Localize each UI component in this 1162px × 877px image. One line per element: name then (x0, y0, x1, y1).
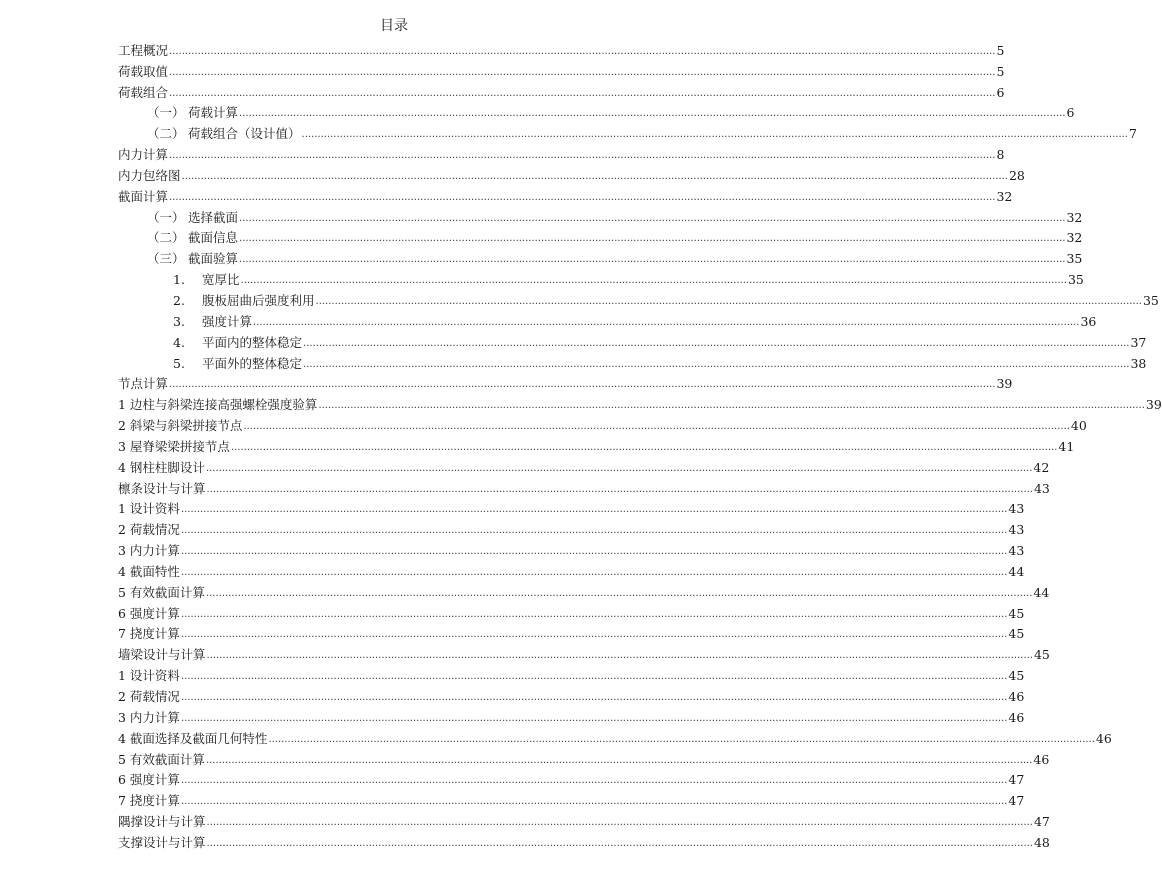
toc-leader-dots: .................................................................................................................................................................................................................................................................... (205, 754, 1033, 766)
toc-entry-label (118, 314, 252, 330)
toc-leader-dots: .................................................................................................................................................................................................................................................................... (169, 379, 996, 391)
toc-entry-label (118, 397, 317, 413)
toc-entry[interactable] (118, 455, 1050, 476)
toc-leader-dots: .................................................................................................................................................................................................................................................................... (180, 712, 1008, 724)
toc-entry-text: 4 截面特性 (118, 563, 180, 579)
toc-leader-dots: .................................................................................................................................................................................................................................................................... (181, 170, 1008, 182)
toc-entry-text: 荷载组合 (118, 84, 169, 100)
toc-entry-label (118, 251, 238, 267)
toc-entry[interactable] (118, 372, 1013, 393)
toc-entry-number: （三） (147, 251, 185, 267)
toc-leader-dots: .................................................................................................................................................................................................................................................................... (240, 275, 1067, 287)
toc-entry-label (118, 647, 206, 663)
toc-entry-label (118, 439, 230, 455)
toc-entry-label (118, 585, 205, 601)
toc-leader-dots: .................................................................................................................................................................................................................................................................... (315, 295, 1142, 307)
toc-entry-label (118, 43, 168, 59)
toc-entry[interactable] (118, 809, 1050, 830)
toc-entry[interactable] (118, 726, 1112, 747)
toc-entry[interactable] (118, 768, 1025, 789)
toc-entry[interactable] (118, 205, 1083, 226)
toc-entry-text: 5 有效截面计算 (118, 751, 205, 767)
toc-entry[interactable] (118, 601, 1025, 622)
toc-entry-number: 2. (173, 292, 185, 308)
toc-entry-text: 2 荷载情况 (118, 689, 180, 704)
toc-page-number: 37 (1130, 334, 1147, 350)
toc-entry-text: 3 内力计算 (118, 709, 180, 725)
toc-entry-text: 6 强度计算 (118, 605, 180, 621)
toc-entry-text: 6 强度计算 (118, 772, 180, 788)
toc-leader-dots: .................................................................................................................................................................................................................................................................... (239, 212, 1066, 224)
toc-entry-label (118, 126, 301, 142)
toc-leader-dots: .................................................................................................................................................................................................................................................................... (205, 462, 1033, 474)
toc-entry-label (118, 230, 238, 246)
toc-entry-label (118, 543, 180, 559)
toc-entry-label (118, 356, 302, 372)
toc-entry[interactable] (118, 351, 1147, 372)
toc-leader-dots: .................................................................................................................................................................................................................................................................... (253, 316, 1080, 328)
toc-entry-text: 荷载计算 (188, 105, 239, 121)
toc-entry-text: 荷载组合（设计值） (188, 126, 301, 142)
toc-entry-text: 荷载取值 (118, 63, 169, 79)
toc-entry-text: 3 屋脊梁梁拼接节点 (118, 438, 230, 454)
toc-page-number: 45 (1008, 668, 1025, 684)
toc-leader-dots: .................................................................................................................................................................................................................................................................... (303, 358, 1130, 370)
toc-entry-label (118, 460, 205, 476)
toc-entry[interactable] (118, 517, 1025, 538)
toc-page-number: 8 (996, 147, 1005, 163)
toc-leader-dots: .................................................................................................................................................................................................................................................................... (239, 233, 1066, 245)
toc-leader-dots: .................................................................................................................................................................................................................................................................... (205, 587, 1033, 599)
toc-entry-label (118, 272, 240, 288)
toc-entry-label (118, 293, 315, 309)
toc-entry-label (118, 793, 180, 809)
toc-entry-text: 1 设计资料 (118, 668, 180, 684)
toc-entry-number: （一） (147, 105, 185, 121)
toc-entry[interactable] (118, 705, 1025, 726)
toc-page-number: 32 (996, 188, 1013, 204)
toc-entry[interactable] (118, 163, 1025, 184)
toc-entry[interactable] (118, 309, 1097, 330)
toc-page-number: 35 (1066, 251, 1083, 267)
toc-page-number: 35 (1142, 292, 1159, 308)
toc-entry[interactable] (118, 788, 1025, 809)
toc-page-number: 32 (1066, 209, 1083, 225)
toc-entry[interactable] (118, 663, 1025, 684)
toc-leader-dots: .................................................................................................................................................................................................................................................................... (268, 733, 1095, 745)
toc-entry-text: 隅撑设计与计算 (118, 814, 206, 830)
toc-page-number: 7 (1128, 126, 1137, 142)
toc-leader-dots: .................................................................................................................................................................................................................................................................... (318, 400, 1145, 412)
toc-page-number: 47 (1033, 814, 1050, 830)
toc-leader-dots: .................................................................................................................................................................................................................................................................... (180, 692, 1008, 703)
toc-entry-text: 3 内力计算 (118, 543, 180, 559)
toc-entry-text: 内力包络图 (118, 167, 181, 183)
toc-leader-dots: .................................................................................................................................................................................................................................................................... (180, 525, 1008, 537)
toc-leader-dots: .................................................................................................................................................................................................................................................................... (180, 671, 1008, 683)
toc-leader-dots: .................................................................................................................................................................................................................................................................... (206, 483, 1033, 495)
toc-entry-label (118, 418, 242, 434)
toc-page-number: 35 (1067, 272, 1084, 288)
toc-entry[interactable] (118, 434, 1075, 455)
toc-leader-dots: .................................................................................................................................................................................................................................................................... (169, 45, 996, 57)
toc-leader-dots: .................................................................................................................................................................................................................................................................... (206, 837, 1033, 849)
toc-entry-number: 1. (173, 272, 185, 288)
toc-entry-text: 5 有效截面计算 (118, 584, 205, 600)
toc-entry-label (118, 481, 206, 497)
toc-page-number: 43 (1033, 480, 1050, 496)
toc-entry-label (118, 147, 168, 163)
toc-entry-text: 1 边柱与斜梁连接高强螺栓强度验算 (118, 397, 318, 413)
toc-page-number: 5 (996, 42, 1005, 58)
toc-entry-text: 平面内的整体稳定 (202, 334, 303, 350)
toc-entry-text: 强度计算 (202, 313, 253, 329)
toc-entry-label (118, 564, 180, 580)
toc-entry-label (118, 189, 168, 205)
toc-page-number: 44 (1008, 563, 1025, 579)
toc-entry-label (118, 105, 238, 121)
toc-entry-label (118, 814, 206, 830)
toc-page-number: 39 (1145, 397, 1162, 413)
toc-entry[interactable] (118, 184, 1013, 205)
toc-leader-dots: .................................................................................................................................................................................................................................................................... (301, 129, 1128, 141)
toc-leader-dots: .................................................................................................................................................................................................................................................................... (230, 441, 1058, 453)
toc-entry[interactable] (118, 246, 1083, 267)
toc-entry[interactable] (118, 684, 1025, 705)
toc-entry-text: 工程概况 (118, 42, 169, 58)
toc-entry[interactable] (118, 59, 1005, 80)
toc-page-number: 5 (996, 63, 1005, 79)
toc-entry-label (118, 626, 180, 642)
toc-page-number: 41 (1058, 438, 1075, 454)
toc-entry-label (118, 606, 180, 622)
toc-entry-text: 内力计算 (118, 147, 169, 163)
toc-page-number: 43 (1008, 501, 1025, 517)
toc-entry-label (118, 752, 205, 768)
toc-entry-number: （一） (147, 209, 185, 225)
toc-entry-label (118, 335, 302, 351)
toc-page-number: 39 (996, 376, 1013, 392)
toc-leader-dots: .................................................................................................................................................................................................................................................................... (169, 87, 996, 99)
toc-page-number: 47 (1008, 793, 1025, 809)
toc-entry[interactable] (118, 121, 1137, 142)
toc-leader-dots: .................................................................................................................................................................................................................................................................... (180, 796, 1008, 808)
toc-entry-text: 檩条设计与计算 (118, 480, 206, 496)
toc-page-number: 36 (1080, 313, 1097, 329)
toc-leader-dots: .................................................................................................................................................................................................................................................................... (239, 108, 1066, 120)
toc-entry-text: 支撑设计与计算 (118, 834, 206, 850)
toc-leader-dots: .................................................................................................................................................................................................................................................................... (303, 337, 1130, 349)
toc-entry-text: 4 截面选择及截面几何特性 (118, 730, 268, 746)
toc-entry[interactable] (118, 101, 1075, 122)
toc-entry-text: 宽厚比 (202, 272, 240, 288)
toc-entry-number: （二） (147, 230, 185, 246)
toc-leader-dots: .................................................................................................................................................................................................................................................................... (239, 254, 1066, 266)
toc-entry[interactable] (118, 288, 1159, 309)
toc-entry-label (118, 168, 181, 184)
toc-page-number: 46 (1008, 709, 1025, 725)
toc-entry[interactable] (118, 330, 1147, 351)
toc-entry[interactable] (118, 642, 1050, 663)
toc-leader-dots: .................................................................................................................................................................................................................................................................... (180, 566, 1008, 578)
toc-entry-text: 2 荷载情况 (118, 522, 180, 538)
toc-entry-label (118, 210, 238, 226)
toc-entry[interactable] (118, 142, 1005, 163)
toc-entry-text: 2 斜梁与斜梁拼接节点 (118, 418, 243, 434)
toc-page-number: 47 (1008, 772, 1025, 788)
toc-entry[interactable] (118, 226, 1083, 247)
toc-page-number: 38 (1130, 355, 1147, 371)
toc-entry-text: 4 钢柱柱脚设计 (118, 459, 205, 475)
toc-leader-dots: .................................................................................................................................................................................................................................................................... (169, 66, 996, 78)
toc-entry-label (118, 689, 180, 705)
toc-leader-dots: .................................................................................................................................................................................................................................................................... (180, 775, 1008, 787)
toc-entry-text: 7 挠度计算 (118, 793, 180, 809)
toc-page-number: 46 (1008, 689, 1025, 704)
toc-entry[interactable] (118, 476, 1050, 497)
toc-page-number: 32 (1066, 230, 1083, 246)
toc-entry-text: 截面计算 (118, 188, 169, 204)
toc-page-number: 44 (1033, 584, 1050, 600)
toc-title: 目录 (380, 18, 408, 34)
toc-page-number: 48 (1033, 834, 1050, 850)
toc-entry-text: 截面验算 (188, 251, 239, 267)
toc-entry-label (118, 501, 180, 517)
toc-entry-label (118, 710, 180, 726)
toc-page-number: 40 (1070, 418, 1087, 434)
toc-leader-dots: .................................................................................................................................................................................................................................................................... (169, 150, 996, 162)
toc-entry-text: 7 挠度计算 (118, 626, 180, 642)
toc-entry[interactable] (118, 497, 1025, 518)
toc-entry[interactable] (118, 38, 1005, 59)
toc-page-number: 6 (996, 84, 1005, 100)
toc-entry-label (118, 64, 168, 80)
toc-entry-text: 选择截面 (188, 209, 239, 225)
toc-entry[interactable] (118, 747, 1050, 768)
toc-page-number: 42 (1033, 459, 1050, 475)
toc-leader-dots: .................................................................................................................................................................................................................................................................... (206, 817, 1033, 829)
toc-entry[interactable] (118, 413, 1087, 434)
toc-entry-number: 3. (173, 313, 185, 329)
toc-leader-dots: .................................................................................................................................................................................................................................................................... (180, 504, 1008, 516)
toc-page-number: 43 (1008, 543, 1025, 559)
toc-entry[interactable] (118, 830, 1050, 851)
toc-leader-dots: .................................................................................................................................................................................................................................................................... (180, 546, 1008, 558)
toc-entry-text: 1 设计资料 (118, 501, 180, 517)
toc-page-number: 45 (1008, 626, 1025, 642)
toc-entry-text: 平面外的整体稳定 (202, 355, 303, 371)
toc-entry-text: 截面信息 (188, 230, 239, 246)
toc-entry-label (118, 835, 206, 851)
toc-entry[interactable] (118, 267, 1084, 288)
toc-entry-text: 节点计算 (118, 376, 169, 392)
toc-entry-number: （二） (147, 126, 185, 142)
toc-page-number: 45 (1008, 605, 1025, 621)
toc-leader-dots: .................................................................................................................................................................................................................................................................... (180, 629, 1008, 641)
toc-entry[interactable] (118, 80, 1005, 101)
toc-entry-text: 墙梁设计与计算 (118, 647, 206, 663)
toc-page-number: 45 (1033, 647, 1050, 663)
toc-leader-dots: .................................................................................................................................................................................................................................................................... (180, 608, 1008, 620)
toc-page-number: 46 (1095, 730, 1112, 746)
toc-leader-dots: .................................................................................................................................................................................................................................................................... (243, 421, 1070, 433)
toc-entry-label (118, 522, 180, 538)
toc-leader-dots: .................................................................................................................................................................................................................................................................... (169, 191, 996, 203)
toc-page-number: 43 (1008, 522, 1025, 538)
toc-page-number: 28 (1008, 167, 1025, 183)
toc-entry[interactable] (118, 538, 1025, 559)
toc-page-number: 46 (1033, 751, 1050, 767)
toc-entry-number: 5. (173, 355, 185, 371)
toc-entry[interactable] (118, 559, 1025, 580)
toc-entry[interactable] (118, 580, 1050, 601)
toc-entry-number: 4. (173, 334, 185, 350)
toc-entry[interactable] (118, 622, 1025, 643)
toc-entry-label (118, 731, 267, 747)
toc-entry-label (118, 376, 168, 392)
toc-page-number: 6 (1066, 105, 1075, 121)
toc-entry-text: 腹板屈曲后强度利用 (202, 292, 315, 308)
toc-leader-dots: .................................................................................................................................................................................................................................................................... (206, 650, 1033, 662)
toc-entry-label (118, 668, 180, 684)
toc-entry-label (118, 85, 168, 101)
toc-entry-label (118, 772, 180, 788)
toc-entry[interactable] (118, 392, 1162, 413)
table-of-contents (118, 38, 1162, 851)
